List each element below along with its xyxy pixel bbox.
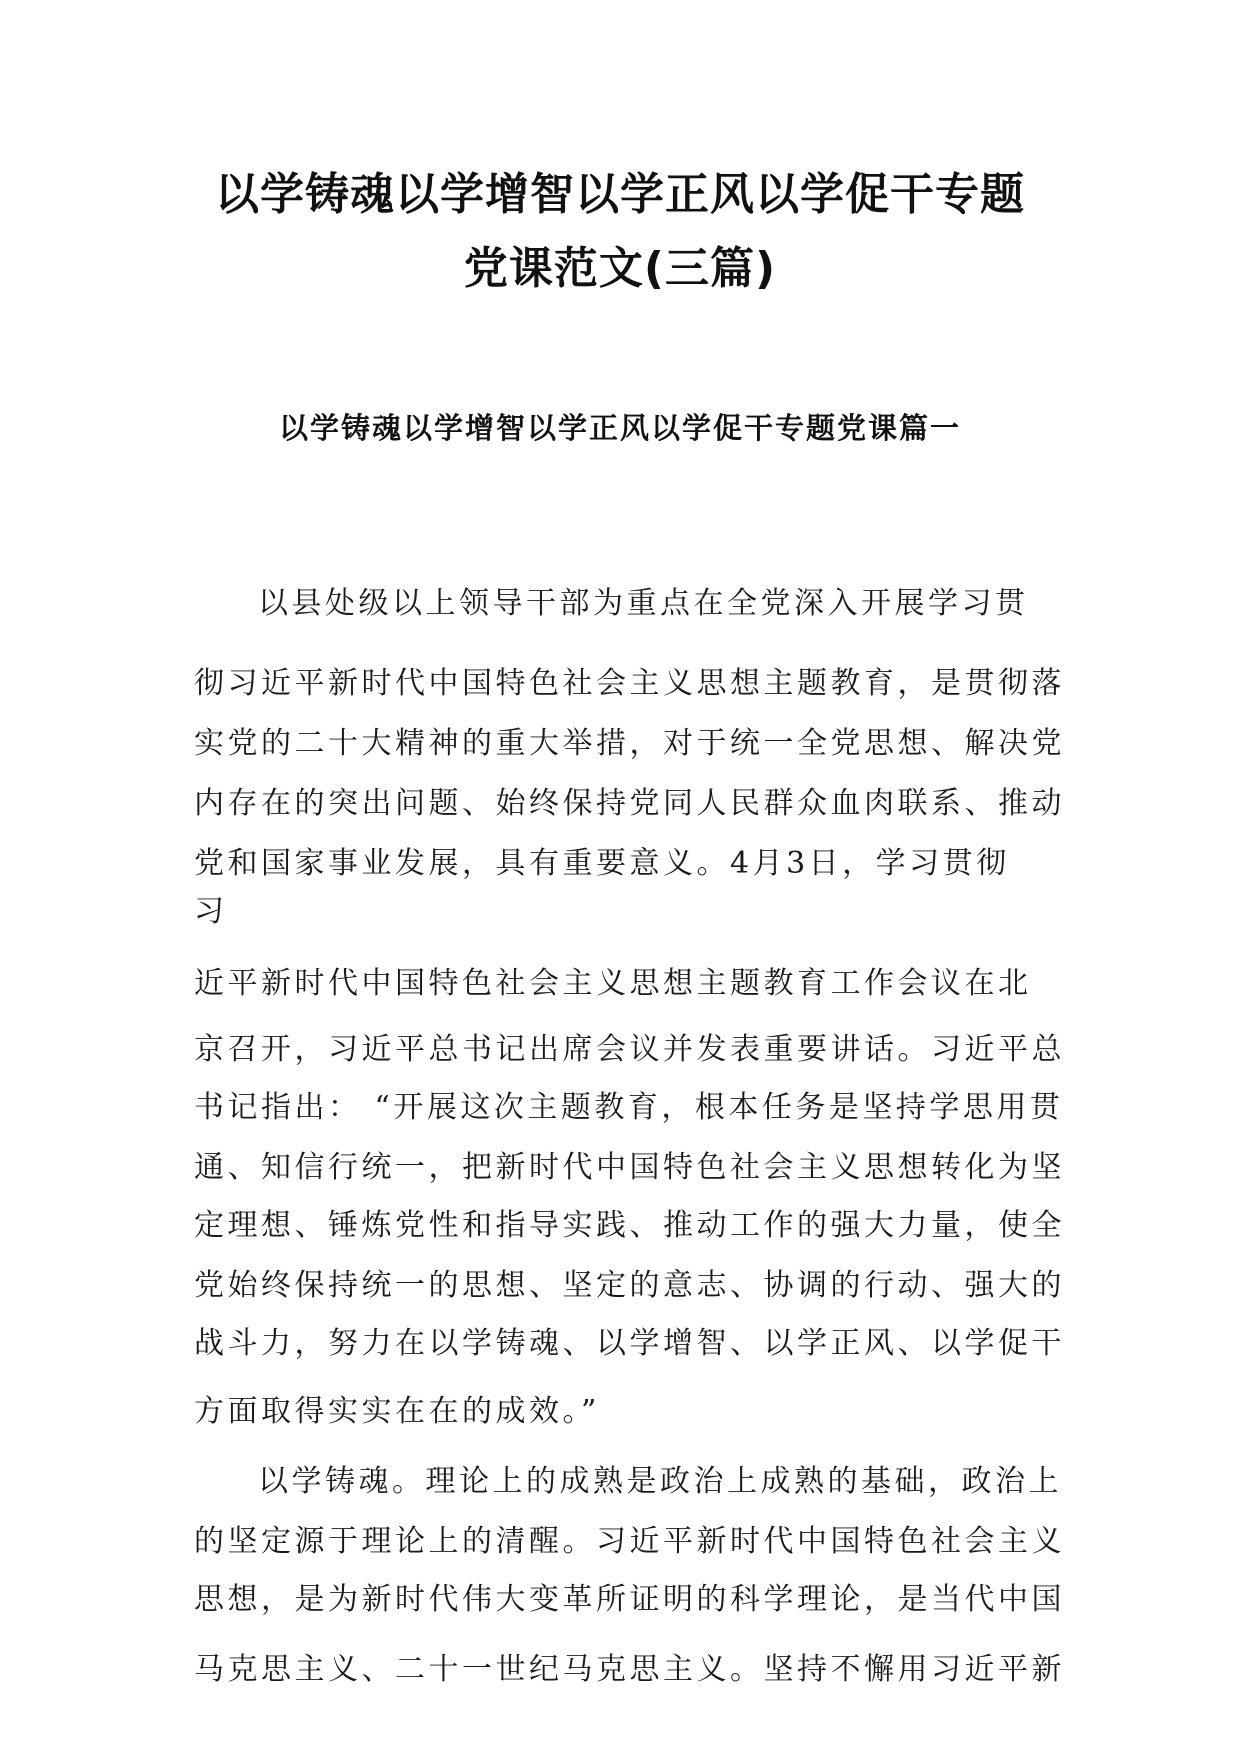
document-title-line-2: 党课范文(三篇) [463,243,777,294]
paragraph-line: 实党的二十大精神的重大举措，对于统一全党思想、解决党 [194,726,1065,761]
paragraph-line: 方面取得实实在在的成效。” [194,1394,600,1429]
paragraph-line: 思想，是为新时代伟大变革所证明的科学理论，是当代中国 [194,1582,1065,1617]
paragraph-line: 党和国家事业发展，具有重要意义。4月3日，学习贯彻 [194,846,1010,881]
paragraph-line: 近平新时代中国特色社会主义思想主题教育工作会议在北 [194,966,1032,1001]
paragraph-line: 以县处级以上领导干部为重点在全党深入开展学习贯 [258,586,1029,621]
paragraph-line: 的坚定源于理论上的清醒。习近平新时代中国特色社会主义 [194,1524,1065,1559]
document-title-line-1: 以学铸魂以学增智以学正风以学促干专题 [215,169,1025,220]
paragraph-line: 马克思主义、二十一世纪马克思主义。坚持不懈用习近平新 [194,1652,1065,1687]
paragraph-line: 内存在的突出问题、始终保持党同人民群众血肉联系、推动 [194,786,1065,821]
paragraph-line: 战斗力，努力在以学铸魂、以学增智、以学正风、以学促干 [194,1326,1065,1361]
paragraph-line: 定理想、锤炼党性和指导实践、推动工作的强大力量，使全 [194,1208,1065,1243]
paragraph-line: 京召开，习近平总书记出席会议并发表重要讲话。习近平总 [194,1032,1065,1067]
paragraph-line: 书记指出： “开展这次主题教育，根本任务是坚持学思用贯 [194,1090,1064,1125]
paragraph-line: 通、知信行统一，把新时代中国特色社会主义思想转化为坚 [194,1150,1065,1185]
section-heading: 以学铸魂以学增智以学正风以学促干专题党课篇一 [278,411,961,445]
paragraph-line: 习 [194,894,228,929]
paragraph-line: 以学铸魂。理论上的成熟是政治上成熟的基础，政治上 [258,1464,1062,1499]
paragraph-line: 党始终保持统一的思想、坚定的意志、协调的行动、强大的 [194,1268,1065,1303]
paragraph-line: 彻习近平新时代中国特色社会主义思想主题教育，是贯彻落 [194,666,1065,701]
